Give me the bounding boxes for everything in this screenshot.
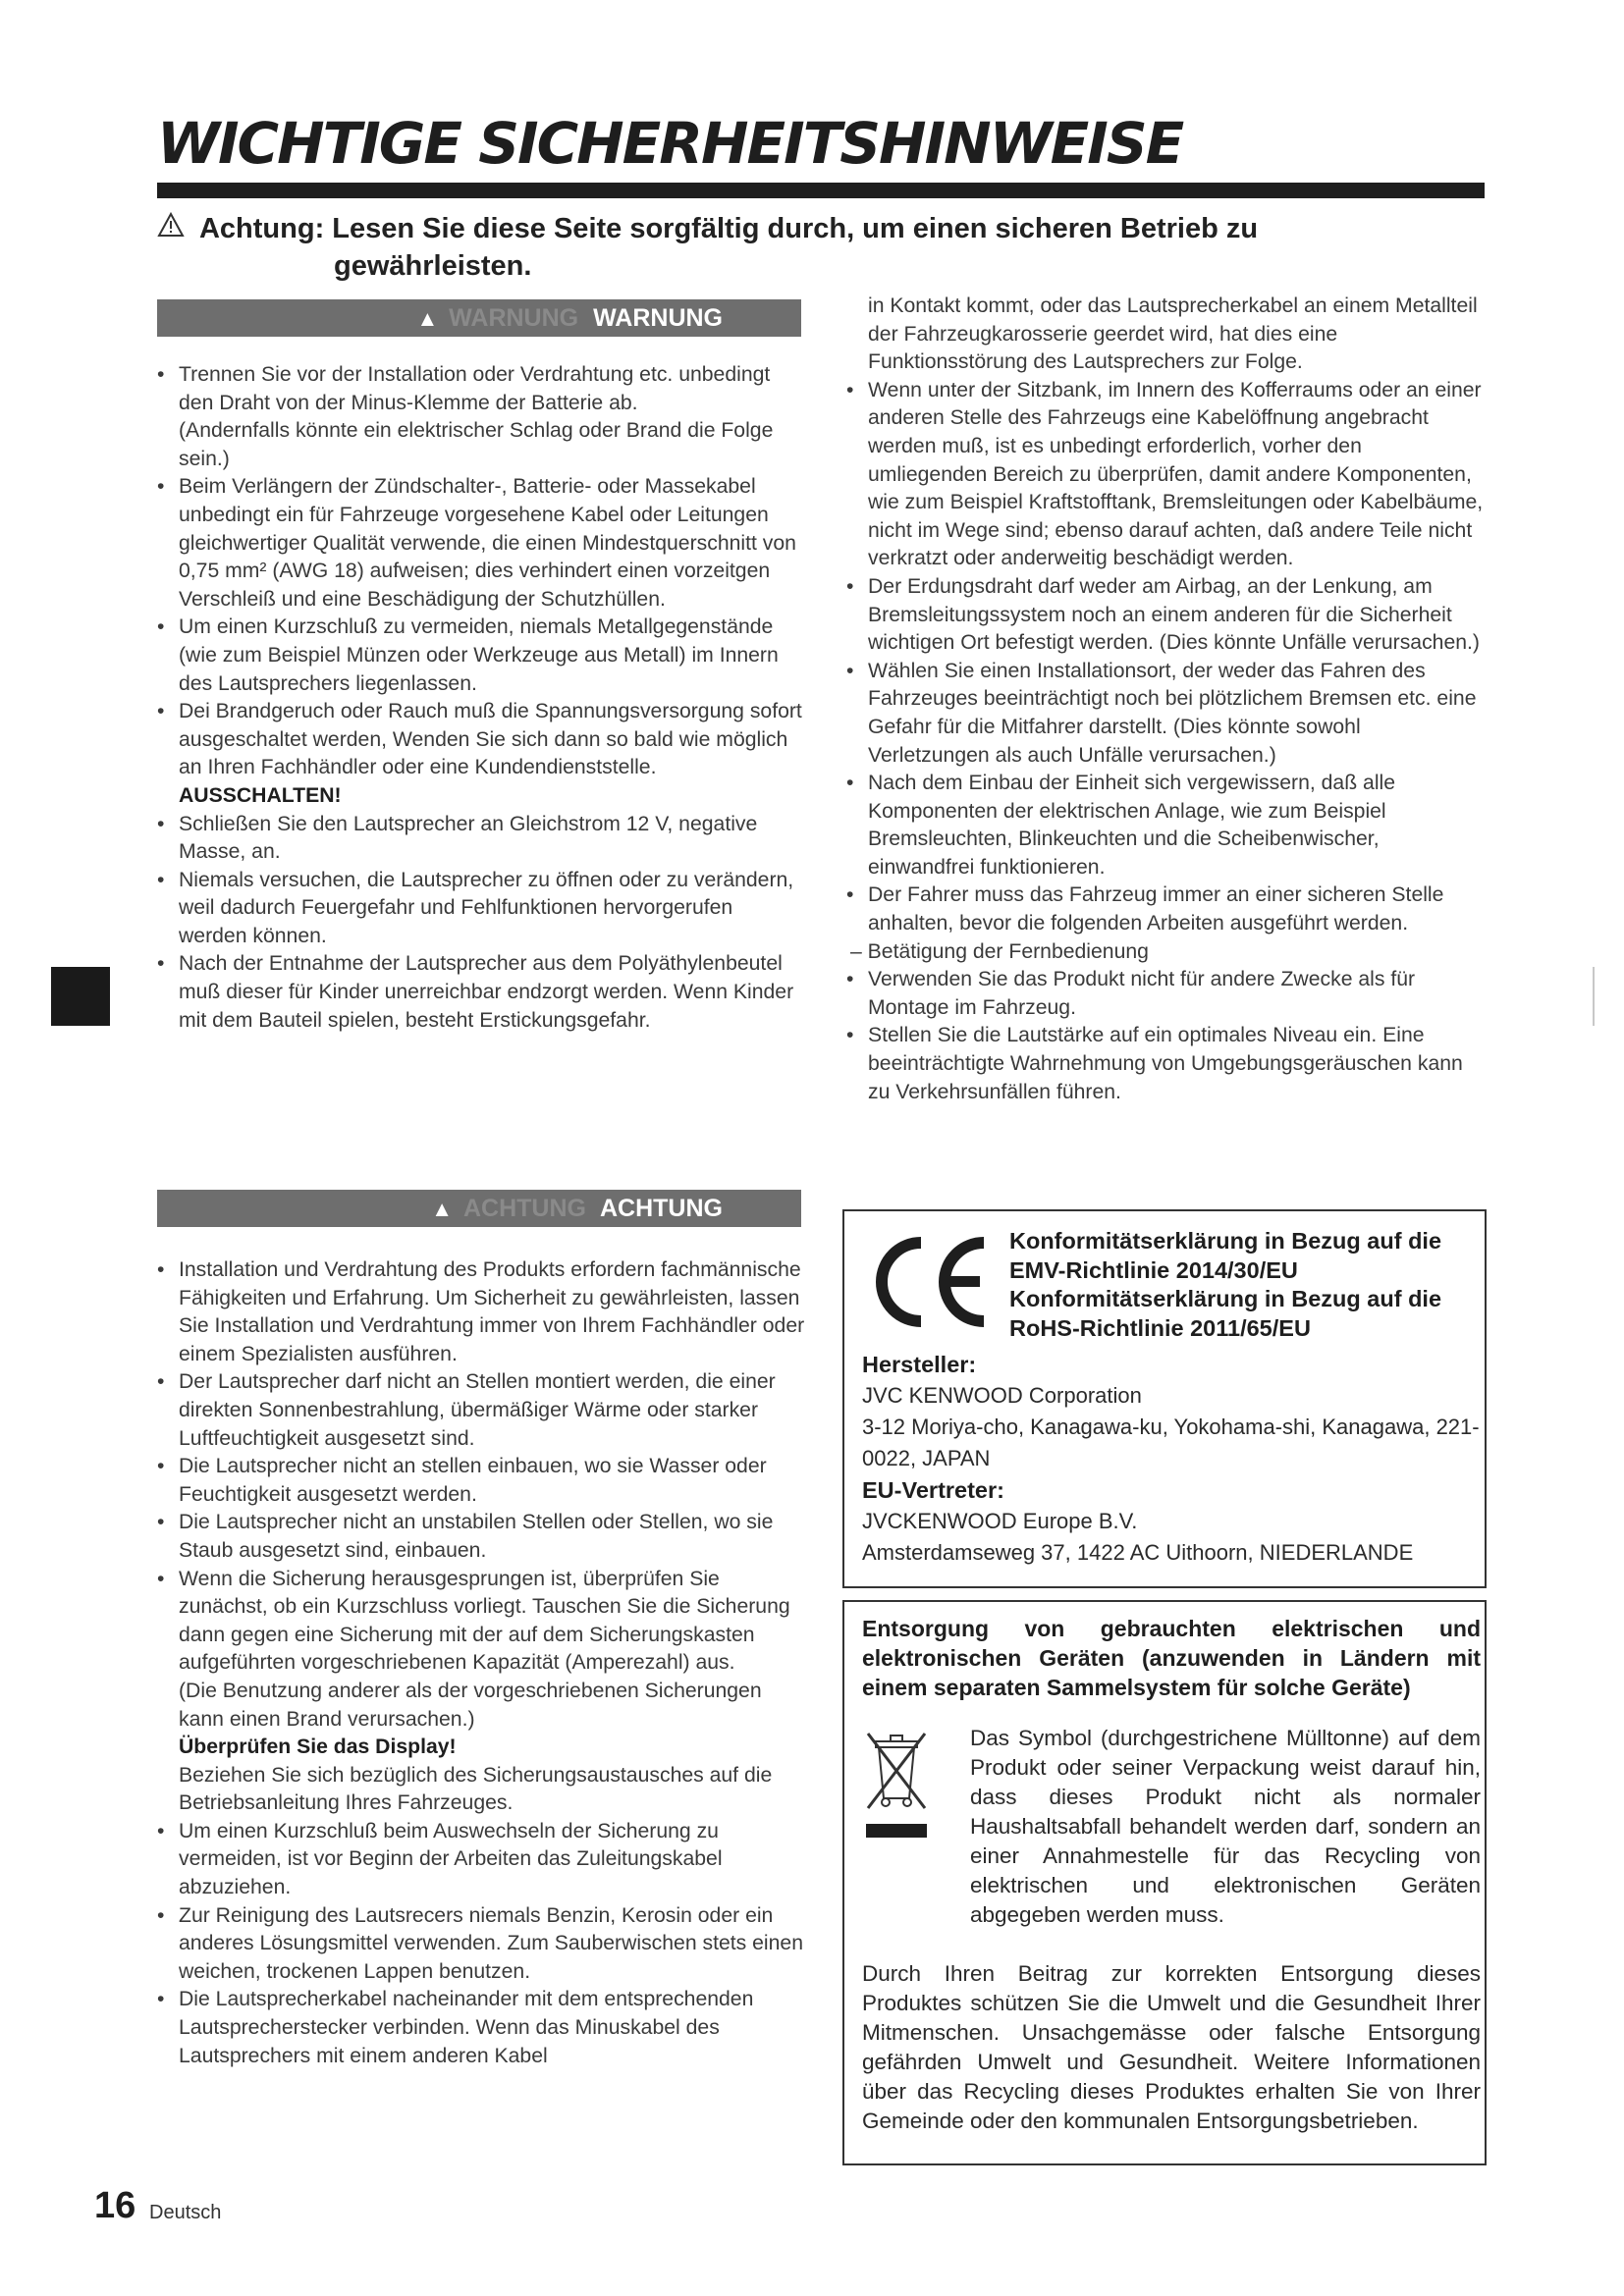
achtung-continued <box>846 293 1487 1106</box>
list-heading: Überprüfen Sie das Display! <box>179 1735 457 1759</box>
manufacturer-label: Hersteller: <box>862 1352 977 1377</box>
list-item: • Dei Brandgeruch oder Rauch muß die Spannungsversorgung sofort ausgeschaltet werden, Wenden Sie sich dann so bald wie möglich an Ihren Fachhändler oder eine Kundendienststelle. <box>157 698 805 782</box>
list-item: • Der Fahrer muss das Fahrzeug immer an einer sicheren Stelle anhalten, bevor die folgenden Arbeiten ausgeführt werden. <box>846 881 1487 937</box>
representative-address: Amsterdamseweg 37, 1422 AC Uithoorn, NIEDERLANDE <box>862 1540 1414 1565</box>
caution-heading <box>157 210 1384 285</box>
list-item: Beziehen Sie sich bezüglich des Sicherungsaustausches auf die Betriebsanleitung Ihres Fahrzeuges. <box>179 1763 773 1815</box>
achtung-banner-ghost: ACHTUNG <box>462 1195 586 1222</box>
list-item: • Der Erdungsdraht darf weder am Airbag, an der Lenkung, am Bremsleitungssystem noch an einem anderen für die Sicherheit wichtigen Ort befestigt werden. (Dies könnte Unfälle verursachen.) <box>846 573 1487 658</box>
list-item: (Andernfalls könnte ein elektrischer Schlag oder Brand die Folge sein.) <box>179 419 774 470</box>
list-item: • Um einen Kurzschluß zu vermeiden, niemals Metallgegenstände (wie zum Beispiel Münzen oder Werkzeuge aus Metall) im Innern des Lautsprechers liegenlassen. <box>157 614 805 698</box>
list-item: (Die Benutzung anderer als der vorgeschriebenen Sicherungen kann einen Brand verursachen.) <box>179 1679 762 1731</box>
manufacturer-name: JVC KENWOOD Corporation <box>862 1383 1142 1408</box>
list-item: • Wählen Sie einen Installationsort, der weder das Fahren des Fahrzeuges beeinträchtigt noch bei plötzlichem Bremsen etc. eine Gefahr für die Mitfahrer darstellt. (Dies könnte sowohl Verletzungen als auch Unfälle verursachen.) <box>846 658 1487 770</box>
list-item: • Die Lautsprecher nicht an stellen einbauen, wo sie Wasser oder Feuchtigkeit ausgesetzt werden. <box>157 1453 805 1509</box>
list-item: • Um einen Kurzschluß beim Auswechseln der Sicherung zu vermeiden, ist vor Beginn der Arbeiten das Zuleitungskabel abzuziehen. <box>157 1818 805 1902</box>
caution-line-2: gewährleisten. <box>334 250 532 282</box>
caution-line-1: Lesen Sie diese Seite sorgfältig durch, um einen sicheren Betrieb zu <box>332 213 1259 244</box>
list-item: • Die Lautsprecher nicht an unstabilen Stellen oder Stellen, wo sie Staub ausgesetzt sind, einbauen. <box>157 1509 805 1565</box>
disposal-body: Durch Ihren Beitrag zur korrekten Entsorgung dieses Produktes schützen Sie die Umwelt und die Gesundheit Ihrer Mitmenschen. Unsachgemässe oder falsche Entsorgung gefährden Umwelt und Gesundheit. Weitere Informationen über das Recycling dieses Produktes erhalten Sie von Ihrer Gemeinde oder den kommunalen Entsorgungsbetrieben. <box>862 1961 1481 2133</box>
list-item: • Beim Verlängern der Zündschalter-, Batterie- oder Massekabel unbedingt ein für Fahrzeuge vorgesehene Kabel oder Leitungen gleichwertiger Qualität verwende, die einen Mindestquerschnitt von 0,75 mm² (AWG 18) aufweisen; dies verhindert einen vorzeitgen Verschleiß und eine Beschädigung der Schutzhüllen. <box>157 473 805 614</box>
representative-name: JVCKENWOOD Europe B.V. <box>862 1509 1138 1533</box>
page-title: WICHTIGE SICHERHEITSHINWEISE <box>157 110 1183 177</box>
list-item: • Niemals versuchen, die Lautsprecher zu öffnen oder zu verändern, weil dadurch Feuergefahr und Fehlfunktionen hervorgerufen werden können. <box>157 867 805 951</box>
achtung-banner-label: ACHTUNG <box>600 1195 723 1222</box>
list-item: – Betätigung der Fernbedienung <box>850 939 1149 963</box>
page-number: 16 <box>94 2185 136 2226</box>
list-item: • Nach der Entnahme der Lautsprecher aus dem Polyäthylenbeutel muß dieser für Kinder unerreichbar endzorgt werden. Wenn Kinder mit dem Bauteil spielen, besteht Erstickungsgefahr. <box>157 950 805 1035</box>
list-item: • Stellen Sie die Lautstärke auf ein optimales Niveau ein. Eine beeinträchtigte Wahrnehmung von Umgebungsgeräuschen kann zu Verkehrsunfällen führen. <box>846 1022 1487 1106</box>
conformity-title: Konformitätserklärung in Bezug auf die EMV-Richtlinie 2014/30/EU Konformitätserklärung in Bezug auf die RoHS-Richtlinie 2011/65/EU <box>1009 1228 1442 1341</box>
disposal-title: Entsorgung von gebrauchten elektrischen und elektronischen Geräten (anzuwenden in Ländern mit einem separaten Sammelsystem für solche Geräte) <box>862 1616 1481 1700</box>
warning-triangle-icon <box>157 210 192 247</box>
list-item: • Die Lautsprecherkabel nacheinander mit dem entsprechenden Lautsprecherstecker verbinden. Wenn das Minuskabel des Lautsprechers mit einem anderen Kabel <box>157 1986 805 2070</box>
disposal-box <box>842 1600 1487 2165</box>
representative-label: EU-Vertreter: <box>862 1477 1004 1503</box>
warning-section <box>157 361 805 1035</box>
list-item: • Zur Reinigung des Lautsrecers niemals Benzin, Kerosin oder ein anderes Lösungsmittel verwenden. Zum Sauberwischen stets einen weichen, trockenen Lappen benutzen. <box>157 1902 805 1987</box>
warning-banner-ghost: WARNUNG <box>449 304 579 332</box>
title-rule <box>157 183 1485 198</box>
list-item: • Installation und Verdrahtung des Produkts erfordern fachmännische Fähigkeiten und Erfahrung. Um Sicherheit zu gewährleisten, lassen Sie Installation und Verdrahtung immer von Ihrem Fachhändler oder einem Spezialisten ausführen. <box>157 1256 805 1368</box>
list-heading: AUSSCHALTEN! <box>179 783 342 807</box>
page-language: Deutsch <box>149 2202 222 2223</box>
achtung-section <box>157 1256 805 2070</box>
caution-label: Achtung: <box>198 213 325 244</box>
list-item: • Trennen Sie vor der Installation oder Verdrahtung etc. unbedingt den Draht von der Minus-Klemme der Batterie ab. <box>157 361 805 417</box>
list-item: • Schließen Sie den Lautsprecher an Gleichstrom 12 V, negative Masse, an. <box>157 811 805 867</box>
warning-banner-label: WARNUNG <box>593 304 723 332</box>
list-item: • Nach dem Einbau der Einheit sich vergewissern, daß alle Komponenten der elektrischen Anlage, wie zum Beispiel Bremsleuchten, Blinkeuchten und die Scheibenwischer, einwandfrei funktionieren. <box>846 770 1487 881</box>
ce-mark-icon <box>864 1235 992 1329</box>
list-item: in Kontakt kommt, oder das Lautsprecherkabel an einem Metallteil der Fahrzeugkarosserie geerdet wird, hat dies eine Funktionsstörung des Lautsprechers zur Folge. <box>868 294 1478 374</box>
conformity-box <box>842 1209 1487 1588</box>
manufacturer-address: 3-12 Moriya-cho, Kanagawa-ku, Yokohama-shi, Kanagawa, 221-0022, JAPAN <box>862 1415 1480 1470</box>
list-item: • Wenn die Sicherung herausgesprungen ist, überprüfen Sie zunächst, ob ein Kurzschluss vorliegt. Tauschen Sie die Sicherung dann gegen eine Sicherung mit der auf dem Sicherungskasten aufgeführten vorgeschriebenen Kapazität (Amperezahl) aus. <box>157 1566 805 1678</box>
disposal-symbol-text: Das Symbol (durchgestrichene Mülltonne) auf dem Produkt oder seiner Verpackung weist darauf hin, dass dieses Produkt nicht als normaler Haushaltsabfall behandelt werden darf, sondern an einer Annahmestelle für das Recycling von elektrischen und elektronischen Geräten abgegeben werden muss. <box>970 1726 1481 1927</box>
list-item: • Der Lautsprecher darf nicht an Stellen montiert werden, die einer direkten Sonnenbestrahlung, übermäßiger Wärme oder starker Luftfeuchtigkeit ausgesetzt sind. <box>157 1368 805 1453</box>
conformity-details <box>862 1349 1481 1569</box>
warning-banner <box>157 299 801 337</box>
list-item: • Wenn unter der Sitzbank, im Innern des Kofferraums oder an einer anderen Stelle des Fahrzeugs eine Kabelöffnung angebracht werden muß, ist es unbedingt erforderlich, vorher den umliegenden Bereich zu überprüfen, damit andere Komponenten, wie zum Beispiel Kraftstofftank, Bremsleitungen oder Kabelbäume, nicht im Wege sind; ebenso darauf achten, daß andere Teile nicht verkratzt oder anderweitig beschädigt werden. <box>846 377 1487 573</box>
margin-tick <box>1593 967 1595 1026</box>
section-tab-marker <box>51 967 110 1026</box>
crossed-out-bin-icon <box>864 1728 929 1842</box>
warning-triangle-icon: ▲ <box>431 1197 454 1221</box>
list-item: • Verwenden Sie das Produkt nicht für andere Zwecke als für Montage im Fahrzeug. <box>846 966 1487 1022</box>
achtung-banner <box>157 1190 801 1227</box>
warning-triangle-icon: ▲ <box>416 306 439 331</box>
